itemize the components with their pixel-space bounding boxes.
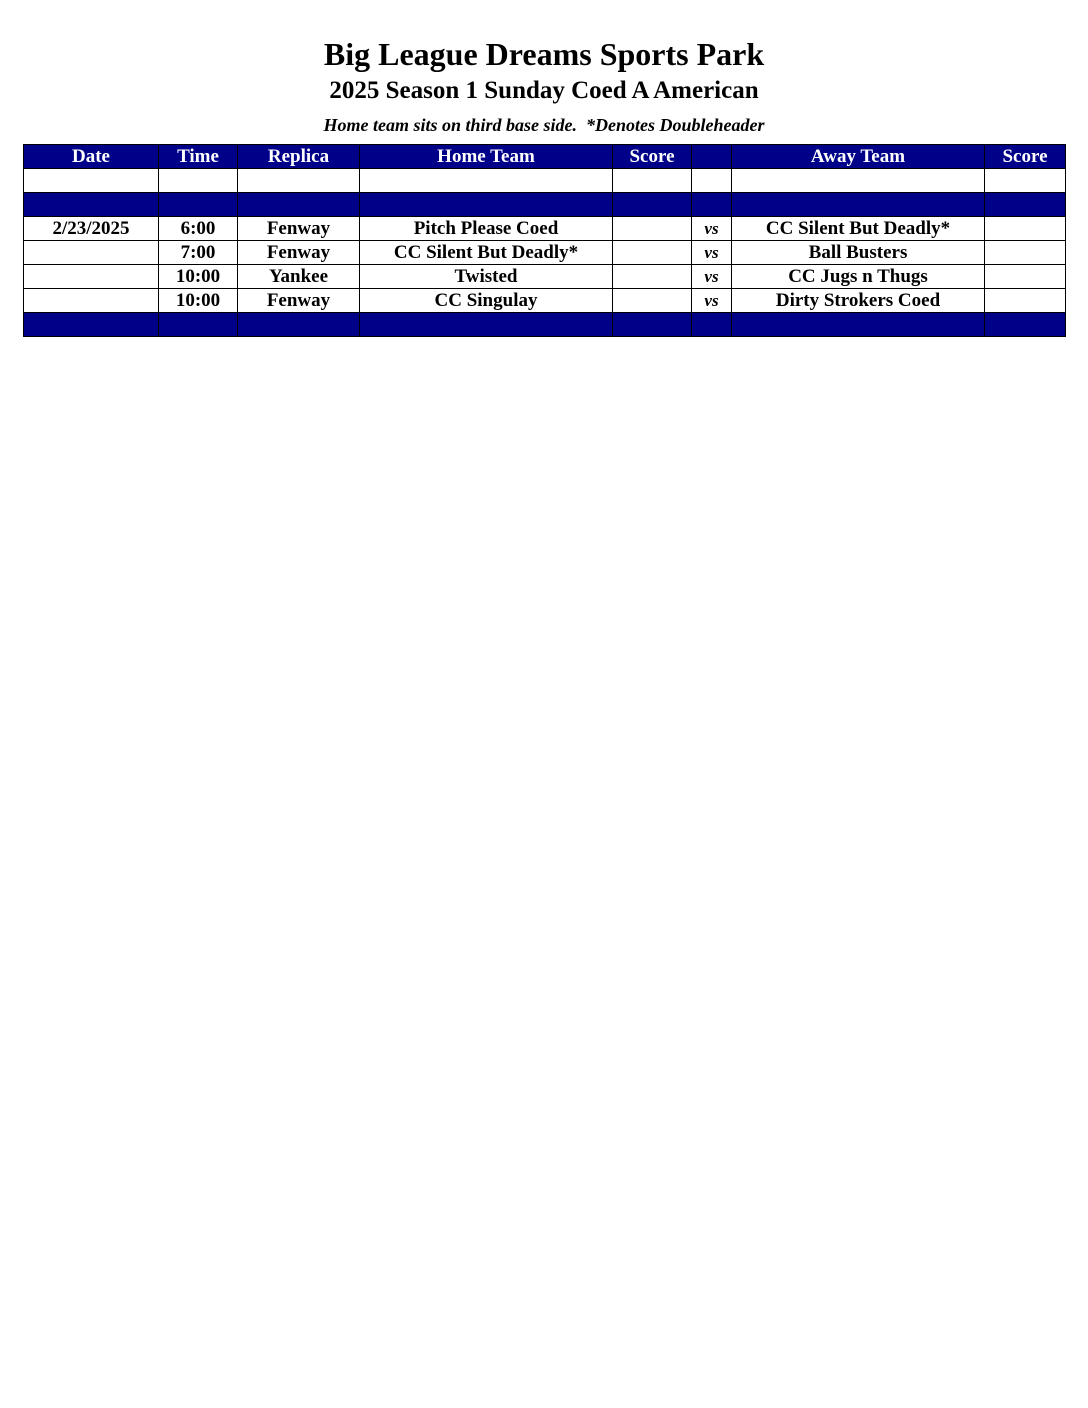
empty-cell (985, 169, 1066, 193)
away-score (985, 241, 1066, 265)
page-subtitle: 2025 Season 1 Sunday Coed A American (329, 77, 759, 104)
empty-cell (360, 169, 613, 193)
band-cell (692, 313, 732, 337)
game-replica-field: Fenway (238, 241, 360, 265)
col-home-score-header: Score (613, 145, 692, 169)
game-time: 10:00 (159, 289, 238, 313)
band-cell (159, 313, 238, 337)
band-cell (238, 313, 360, 337)
col-away-score-header: Score (985, 145, 1066, 169)
empty-cell (159, 169, 238, 193)
band-cell (360, 313, 613, 337)
band-cell (24, 313, 159, 337)
home-score (613, 289, 692, 313)
separator-band-row (24, 193, 1066, 217)
versus-label: vs (692, 265, 732, 289)
empty-cell (613, 169, 692, 193)
band-cell (732, 193, 985, 217)
col-replica-header: Replica (238, 145, 360, 169)
home-team: Twisted (360, 265, 613, 289)
home-team: CC Silent But Deadly* (360, 241, 613, 265)
col-away-team-header: Away Team (732, 145, 985, 169)
empty-cell (732, 169, 985, 193)
home-team: Pitch Please Coed (360, 217, 613, 241)
game-date (24, 241, 159, 265)
game-replica-field: Fenway (238, 289, 360, 313)
game-row (24, 217, 1066, 241)
away-score (985, 217, 1066, 241)
away-score (985, 265, 1066, 289)
document-header (0, 34, 1088, 138)
schedule-table (23, 144, 1066, 337)
home-score (613, 241, 692, 265)
game-date (24, 265, 159, 289)
away-team: Ball Busters (732, 241, 985, 265)
away-team: CC Jugs n Thugs (732, 265, 985, 289)
empty-cell (238, 169, 360, 193)
col-home-team-header: Home Team (360, 145, 613, 169)
home-team: CC Singulay (360, 289, 613, 313)
band-cell (238, 193, 360, 217)
band-cell (24, 193, 159, 217)
band-cell (360, 193, 613, 217)
game-date (24, 289, 159, 313)
empty-row (24, 169, 1066, 193)
versus-label: vs (692, 241, 732, 265)
empty-cell (24, 169, 159, 193)
away-team: Dirty Strokers Coed (732, 289, 985, 313)
band-cell (692, 193, 732, 217)
col-vs-header (692, 145, 732, 169)
band-cell (985, 313, 1066, 337)
col-time-header: Time (159, 145, 238, 169)
header-row (24, 145, 1066, 169)
empty-cell (692, 169, 732, 193)
schedule-note: Home team sits on third base side. *Denotes Doubleheader (323, 115, 765, 135)
col-date-header: Date (24, 145, 159, 169)
game-replica-field: Yankee (238, 265, 360, 289)
game-date: 2/23/2025 (24, 217, 159, 241)
separator-band-row (24, 313, 1066, 337)
game-row (24, 241, 1066, 265)
home-score (613, 217, 692, 241)
band-cell (732, 313, 985, 337)
game-row (24, 265, 1066, 289)
band-cell (613, 313, 692, 337)
game-time: 6:00 (159, 217, 238, 241)
band-cell (159, 193, 238, 217)
page-title: Big League Dreams Sports Park (323, 36, 765, 72)
away-score (985, 289, 1066, 313)
band-cell (613, 193, 692, 217)
band-cell (985, 193, 1066, 217)
away-team: CC Silent But Deadly* (732, 217, 985, 241)
game-replica-field: Fenway (238, 217, 360, 241)
home-score (613, 265, 692, 289)
versus-label: vs (692, 289, 732, 313)
versus-label: vs (692, 217, 732, 241)
game-time: 7:00 (159, 241, 238, 265)
game-row (24, 289, 1066, 313)
game-time: 10:00 (159, 265, 238, 289)
